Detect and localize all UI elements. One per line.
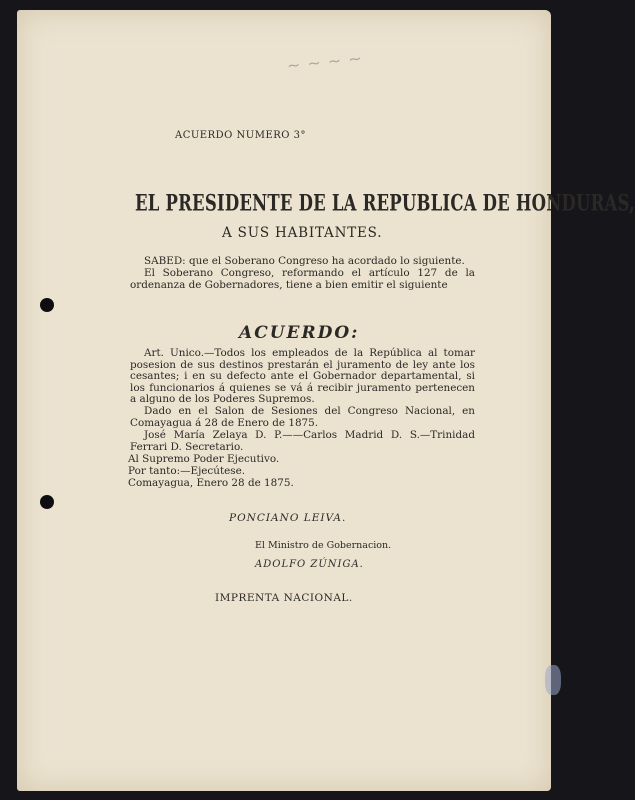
pencil-annotation: ~ ~ ~ ~ — [286, 48, 364, 76]
punch-hole — [40, 298, 54, 312]
minister-signature: ADOLFO ZÚNIGA. — [255, 559, 364, 570]
acuerdo-number: ACUERDO NUMERO 3° — [175, 130, 307, 141]
president-signature: PONCIANO LEIVA. — [229, 512, 347, 524]
dado-paragraph: Dado en el Salon de Sesiones del Congreso Nacional, en Comayagua á 28 de Enero de 1875. — [130, 405, 475, 429]
ink-stain — [545, 665, 561, 695]
punch-hole — [40, 495, 54, 509]
acuerdo-heading: ACUERDO: — [239, 323, 360, 343]
minister-label: El Ministro de Gobernacion. — [255, 540, 392, 551]
por-tanto-line: Por tanto:—Ejecútese. — [128, 465, 246, 477]
al-supremo-line: Al Supremo Poder Ejecutivo. — [128, 453, 280, 465]
intro-line: SABED: que el Soberano Congreso ha acordado lo siguiente. — [144, 255, 465, 267]
document-title: EL PRESIDENTE DE LA REPUBLICA DE HONDURAS, — [135, 190, 635, 216]
intro-paragraph: El Soberano Congreso, reformando el artículo 127 de la ordenanza de Gobernadores, tiene a bien emitir el siguiente — [130, 267, 475, 291]
date-line: Comayagua, Enero 28 de 1875. — [128, 477, 294, 489]
firmas-paragraph: José María Zelaya D. P.——Carlos Madrid D. S.—Trinidad Ferrari D. Secretario. — [130, 429, 475, 453]
article-paragraph: Art. Unico.—Todos los empleados de la República al tomar posesion de sus destinos prestarán el juramento de ley ante los cesantes; i en su defecto ante el Gobernador departamental, si los funcionarios á quienes se vá á recibir juramento pertenecen a alguno de los Poderes Supremos. — [130, 347, 475, 405]
document-subtitle: A SUS HABITANTES. — [222, 225, 383, 241]
printer-imprint: IMPRENTA NACIONAL. — [215, 592, 353, 604]
document-page — [17, 10, 635, 791]
